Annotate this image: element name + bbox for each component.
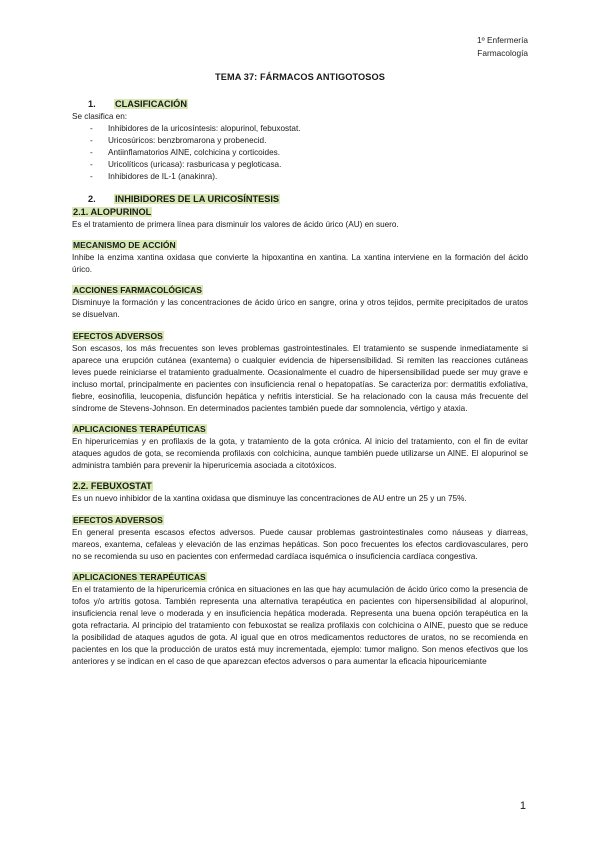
efectos-febuxostat-text: En general presenta escasos efectos adversos. Puede causar problemas gastrointestinales como náuseas y diarreas, mareos, exantema, cefaleas y elevación de las enzimas hepáticas. Son poco frecuentes los efectos cardiovasculares, pero no se recomienda su uso en pacientes con enfermedad cardíaca isquémica o insuficiencia cardíaca congestiva. bbox=[72, 527, 528, 561]
document-body bbox=[72, 98, 528, 668]
header-course: 1º Enfermería bbox=[477, 35, 528, 45]
mecanismo-text: Inhibe la enzima xantina oxidasa que convierte la hipoxantina en xantina. La xantina interviene en la formación del ácido úrico. bbox=[72, 253, 528, 275]
list-item: - Inhibidores de la uricosíntesis: alopurinol, febuxostat. bbox=[90, 124, 301, 134]
acciones-text: Disminuye la formación y las concentraciones de ácido úrico en sangre, orina y otros tejidos, permite precipitados de uratos se disuelvan. bbox=[72, 298, 528, 320]
aplicaciones-alopurinol-text: En hiperuricemias y en profilaxis de la gota, y tratamiento de la gota crónica. Al inicio del tratamiento, con el fin de evitar ataques agudos de gota, se recomienda profilaxis con colchicina, aunque también puede utilizarse un AINE. El alopurinol se administra también para prevenir la hiperuricemia asociada a citotóxicos. bbox=[72, 437, 528, 471]
page-header bbox=[477, 34, 528, 60]
list-item: - Antiinflamatorios AINE, colchicina y corticoides. bbox=[90, 148, 281, 158]
heading-efectos-alopurinol: EFECTOS ADVERSOS bbox=[73, 330, 163, 341]
heading-mecanismo: MECANISMO DE ACCIÓN bbox=[73, 240, 176, 251]
efectos-alopurinol-text: Son escasos, los más frecuentes son leves problemas gastrointestinales. El tratamiento se suspende inmediatamente si aparece una erupción cutánea (exantema) o cualquier evidencia de hipersensibilidad. Si remiten las reacciones cutáneas leves puede reiniciarse el tratamiento gradualmente. Ocasionalmente el cuadro de hipersensibilidad puede ser muy grave e incluso mortal, principalmente en pacientes con insuficiencia renal o hepatopatías. Se caracteriza por: dermatitis exfoliativa, fiebre, eosinofilia, leucopenia, disfunción hepática y nefritis intersticial. Se ha relacionado con la causa más frecuente del síndrome de Stevens-Johnson. En determinados pacientes también puede dar somnolencia, vértigo y ataxia. bbox=[72, 343, 528, 414]
subsection-heading-alopurinol: 2.1. ALOPURINOL bbox=[73, 207, 152, 218]
section-heading-clasificacion bbox=[72, 98, 528, 111]
heading-aplicaciones-febuxostat: APLICACIONES TERAPÉUTICAS bbox=[73, 571, 206, 582]
page-number: 1 bbox=[519, 800, 526, 812]
dash-bullet: - bbox=[90, 148, 93, 158]
list-item: - Uricolíticos (uricasa): rasburicasa y pegloticasa. bbox=[90, 160, 282, 170]
aplicaciones-febuxostat-text: En el tratamiento de la hiperuricemia crónica en situaciones en las que hay acumulación de ácido úrico como la presencia de tofos y/o artritis gotosa. También representa una alternativa terapéutica en pacientes con hipersensibilidad al alopurinol, insuficiencia renal leve o moderada y en insuficiencia hepática moderada. Representa una buena opción terapéutica en la gota refractaria. Al principio del tratamiento con febuxostat se realiza profilaxis con colchicina o AINE, puesto que se reduce la posibilidad de ataques agudos de gota. Al igual que en otros medicamentos reductores de uratos, no se recomienda en pacientes en los que la producción de uratos está muy incrementada, ejemplo: tumor maligno. Son menos efectivos que los anteriores y se indican en el caso de que aparezcan efectos adversos o para aumentar la eficacia hipouricemiante bbox=[72, 584, 528, 667]
dash-bullet: - bbox=[90, 124, 93, 134]
heading-aplicaciones-alopurinol: APLICACIONES TERAPÉUTICAS bbox=[73, 424, 206, 435]
section-intro: Se clasifica en: bbox=[72, 112, 128, 121]
classification-list bbox=[90, 123, 528, 183]
list-item: - Inhibidores de IL-1 (anakinra). bbox=[90, 172, 218, 182]
heading-efectos-febuxostat: EFECTOS ADVERSOS bbox=[73, 514, 163, 525]
subsection-heading-febuxostat: 2.2. FEBUXOSTAT bbox=[73, 481, 152, 492]
febuxostat-intro: Es un nuevo inhibidor de la xantina oxidasa que disminuye las concentraciones de AU entre un 25 y un 75%. bbox=[72, 494, 467, 504]
dash-bullet: - bbox=[90, 136, 93, 146]
section-title: INHIBIDORES DE LA URICOSÍNTESIS bbox=[115, 194, 280, 205]
header-subject: Farmacología bbox=[477, 48, 528, 58]
section-number: 2. bbox=[88, 194, 96, 205]
section-number: 1. bbox=[88, 99, 96, 109]
document-title: TEMA 37: FÁRMACOS ANTIGOTOSOS bbox=[215, 72, 385, 82]
list-item: - Uricosúricos: benzbromarona y probenecid. bbox=[90, 136, 267, 146]
dash-bullet: - bbox=[90, 172, 93, 182]
heading-acciones: ACCIONES FARMACOLÓGICAS bbox=[73, 285, 202, 296]
dash-bullet: - bbox=[90, 160, 93, 170]
section-heading-inhibidores bbox=[72, 193, 528, 206]
alopurinol-intro: Es el tratamiento de primera línea para disminuir los valores de ácido úrico (AU) en suero. bbox=[72, 220, 399, 230]
section-title: CLASIFICACIÓN bbox=[115, 99, 187, 109]
